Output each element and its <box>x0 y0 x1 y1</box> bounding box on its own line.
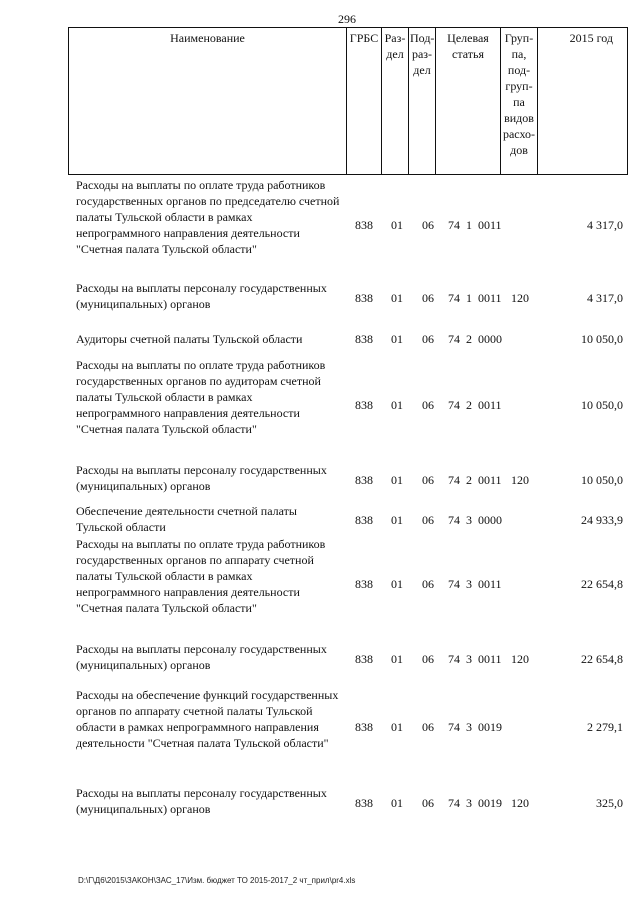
row-grbs: 838 <box>355 720 373 734</box>
row-razdel: 01 <box>391 291 403 305</box>
table-row <box>0 280 640 320</box>
row-name: Расходы на выплаты по оплате труда работников государственных органов по аудиторам счетной палаты Тульской области в рамках непрограммного направления деятельности "Счетная палата Тульской области" <box>76 358 326 436</box>
table-row <box>0 331 640 351</box>
table-header <box>68 27 628 175</box>
row-name: Аудиторы счетной палаты Тульской области <box>76 332 303 346</box>
row-podrazdel: 06 <box>422 796 434 810</box>
header-year: 2015 год <box>538 28 628 175</box>
row-value: 24 933,9 <box>581 513 623 527</box>
row-value: 10 050,0 <box>581 473 623 487</box>
row-razdel: 01 <box>391 218 403 232</box>
row-name: Расходы на выплаты по оплате труда работников государственных органов по председателю счетной палаты Тульской области в рамках непрограммного направления деятельности "Счетная палата Тульской области" <box>76 178 340 256</box>
row-name: Обеспечение деятельности счетной палаты Тульской области <box>76 504 297 534</box>
row-razdel: 01 <box>391 796 403 810</box>
row-target: 74 3 0019 <box>448 796 502 810</box>
file-path-footer: D:\Г\Д6\2015\ЗАКОН\ЗАС_17\Изм. бюджет ТО 2015-2017_2 чт_прил\pr4.xls <box>78 876 356 885</box>
row-value: 10 050,0 <box>581 398 623 412</box>
header-target: Целевая статья <box>436 28 501 175</box>
row-grbs: 838 <box>355 291 373 305</box>
header-podrazdel: Под- раз- дел <box>409 28 436 175</box>
row-podrazdel: 06 <box>422 332 434 346</box>
header-grbs: ГРБС <box>347 28 382 175</box>
row-group: 120 <box>511 291 529 305</box>
row-target: 74 1 0011 <box>448 218 502 232</box>
header-group: Груп- па, под- груп- па видов расхо- дов <box>501 28 538 175</box>
row-target: 74 2 0000 <box>448 332 502 346</box>
row-grbs: 838 <box>355 218 373 232</box>
header-name: Наименование <box>69 28 347 175</box>
row-podrazdel: 06 <box>422 720 434 734</box>
table-row <box>0 641 640 681</box>
row-target: 74 2 0011 <box>448 473 502 487</box>
row-podrazdel: 06 <box>422 218 434 232</box>
row-razdel: 01 <box>391 577 403 591</box>
row-value: 22 654,8 <box>581 577 623 591</box>
row-grbs: 838 <box>355 577 373 591</box>
row-target: 74 3 0011 <box>448 652 502 666</box>
table-row <box>0 177 640 273</box>
row-group: 120 <box>511 796 529 810</box>
row-grbs: 838 <box>355 332 373 346</box>
header-razdel: Раз- дел <box>382 28 409 175</box>
row-name: Расходы на выплаты по оплате труда работников государственных органов по аппарату счетной палаты Тульской области в рамках непрограммного направления деятельности "Счетная палата Тульской области" <box>76 537 326 615</box>
row-name: Расходы на выплаты персоналу государственных (муниципальных) органов <box>76 786 327 816</box>
row-grbs: 838 <box>355 796 373 810</box>
row-podrazdel: 06 <box>422 577 434 591</box>
row-razdel: 01 <box>391 473 403 487</box>
row-podrazdel: 06 <box>422 652 434 666</box>
row-name: Расходы на выплаты персоналу государственных (муниципальных) органов <box>76 281 327 311</box>
row-target: 74 1 0011 <box>448 291 502 305</box>
page-number: 296 <box>338 12 356 26</box>
row-grbs: 838 <box>355 398 373 412</box>
row-value: 22 654,8 <box>581 652 623 666</box>
row-name: Расходы на выплаты персоналу государственных (муниципальных) органов <box>76 463 327 493</box>
row-grbs: 838 <box>355 513 373 527</box>
table-row <box>0 357 640 453</box>
row-razdel: 01 <box>391 720 403 734</box>
row-name: Расходы на обеспечение функций государственных органов по аппарату счетной палаты Тульской области в рамках непрограммного направления деятельности "Счетная палата Тульской области" <box>76 688 339 750</box>
row-target: 74 3 0011 <box>448 577 502 591</box>
row-razdel: 01 <box>391 332 403 346</box>
table-row <box>0 785 640 825</box>
row-value: 325,0 <box>596 796 623 810</box>
row-razdel: 01 <box>391 398 403 412</box>
row-razdel: 01 <box>391 652 403 666</box>
row-value: 10 050,0 <box>581 332 623 346</box>
row-group: 120 <box>511 652 529 666</box>
table-row <box>0 536 640 632</box>
row-value: 4 317,0 <box>587 291 623 305</box>
row-razdel: 01 <box>391 513 403 527</box>
row-grbs: 838 <box>355 473 373 487</box>
row-value: 2 279,1 <box>587 720 623 734</box>
table-row <box>0 462 640 502</box>
table-row <box>0 687 640 771</box>
row-value: 4 317,0 <box>587 218 623 232</box>
row-name: Расходы на выплаты персоналу государственных (муниципальных) органов <box>76 642 327 672</box>
row-podrazdel: 06 <box>422 473 434 487</box>
table-row <box>0 503 640 535</box>
row-target: 74 3 0019 <box>448 720 502 734</box>
row-target: 74 3 0000 <box>448 513 502 527</box>
row-podrazdel: 06 <box>422 291 434 305</box>
row-target: 74 2 0011 <box>448 398 502 412</box>
row-grbs: 838 <box>355 652 373 666</box>
row-podrazdel: 06 <box>422 513 434 527</box>
row-podrazdel: 06 <box>422 398 434 412</box>
row-group: 120 <box>511 473 529 487</box>
